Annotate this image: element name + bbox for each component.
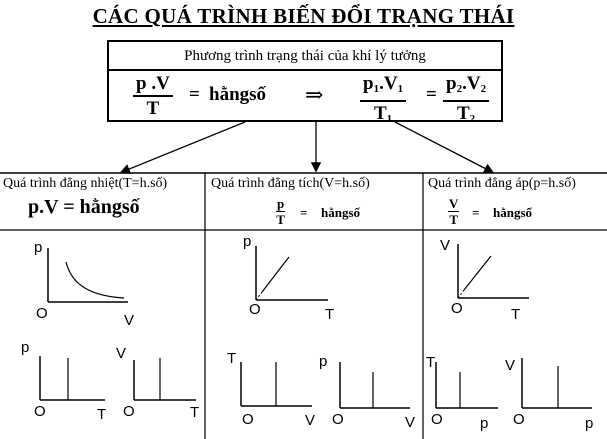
- axis-label-origin: O: [431, 411, 443, 428]
- isochoric-title: Quá trình đẳng tích(V=h.số): [211, 176, 370, 191]
- isotherm-curve: [66, 262, 124, 298]
- axis-label-x: T: [325, 306, 335, 323]
- graph-isobaric-VT: [440, 237, 529, 323]
- isochoric-denominator: T: [276, 212, 285, 227]
- axis-label-x: T: [97, 406, 107, 423]
- equals-sign-2: =: [426, 84, 437, 105]
- constant-label: hằngsố: [209, 84, 267, 105]
- graph-isothermal-pV: [34, 239, 134, 329]
- axis-label-origin: O: [34, 403, 46, 420]
- isochore-line: [262, 257, 289, 292]
- graph-isochoric-TV: [227, 350, 315, 429]
- state2-numerator: $p_2.V_2$: [443, 73, 489, 102]
- graph-isochoric-pT: [243, 233, 334, 323]
- axis-label-y: T: [426, 354, 436, 371]
- isobaric-constant: hằngsố: [493, 205, 533, 220]
- lhs-numerator: p .V: [133, 73, 173, 97]
- axis-label-origin: O: [123, 403, 135, 420]
- graph-isobaric-Tp: [426, 354, 498, 432]
- axis-label-y: V: [440, 237, 451, 254]
- axis-label-x: T: [511, 306, 521, 323]
- isothermal-title: Quá trình đẳng nhiệt(T=h.số): [3, 176, 168, 191]
- axis-label-origin: O: [249, 301, 261, 318]
- axis-label-y: p: [319, 353, 328, 370]
- graph-isothermal-VT: [116, 345, 199, 421]
- isobaric-numerator: V: [449, 196, 459, 211]
- axis-label-y: V: [505, 357, 516, 374]
- isochore-extension: [256, 292, 262, 300]
- equals-sign: =: [189, 84, 200, 105]
- graph-isobaric-Vp: [505, 357, 593, 432]
- isobaric-denominator: T: [449, 212, 459, 227]
- graph-isothermal-pT: [21, 339, 106, 423]
- state-equation-header: Phương trình trạng thái của khí lý tưởng: [109, 42, 501, 71]
- axis-label-origin: O: [332, 411, 344, 428]
- axis-label-x: p: [585, 415, 594, 432]
- isothermal-formula: p.V = hằngsố: [28, 196, 140, 218]
- axis-label-y: p: [34, 239, 43, 256]
- lhs-denominator: T: [146, 98, 160, 119]
- axis-label-origin: O: [451, 300, 463, 317]
- implies-arrow-icon: ⇒: [305, 82, 324, 107]
- axis-label-x: V: [124, 312, 135, 329]
- page-title: CÁC QUÁ TRÌNH BIẾN ĐỔI TRẠNG THÁI: [92, 4, 515, 28]
- isochoric-constant: hằngsố: [321, 205, 361, 220]
- isochoric-equals: =: [300, 205, 308, 220]
- isobar-extension: [458, 290, 464, 298]
- axis-label-y: V: [116, 345, 127, 362]
- isobaric-title: Quá trình đẳng áp(p=h.số): [428, 176, 576, 191]
- state1-denominator: $T_1$: [373, 103, 393, 125]
- axis-label-y: p: [21, 339, 30, 356]
- axis-label-x: V: [405, 414, 416, 431]
- isochoric-numerator: p: [277, 196, 285, 211]
- axis-label-origin: O: [513, 411, 525, 428]
- axis-label-x: p: [480, 415, 489, 432]
- axis-label-x: V: [305, 412, 316, 429]
- state1-numerator: $p_1.V_1$: [360, 73, 406, 102]
- axis-label-y: p: [243, 233, 252, 250]
- axis-label-origin: O: [36, 305, 48, 322]
- state2-denominator: $T_2$: [456, 103, 476, 125]
- axis-label-origin: O: [242, 411, 254, 428]
- isobaric-equals: =: [472, 205, 480, 220]
- axis-label-x: T: [190, 404, 200, 421]
- axis-label-y: T: [227, 350, 237, 367]
- isobar-line: [464, 256, 491, 290]
- graph-isochoric-pV: [319, 353, 415, 431]
